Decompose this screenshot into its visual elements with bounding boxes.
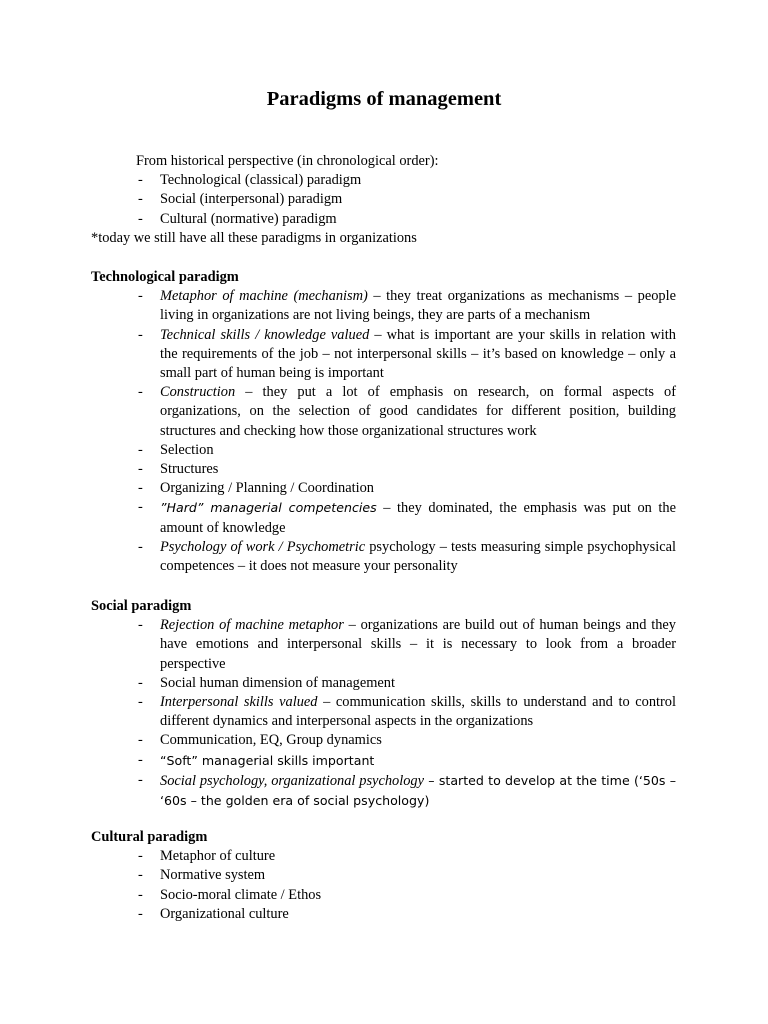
dash-bullet: - xyxy=(138,771,143,788)
section-list xyxy=(91,616,676,811)
dash-bullet: - xyxy=(138,172,143,189)
dash-bullet: - xyxy=(138,191,143,208)
item-emphasis: Interpersonal skills valued xyxy=(160,694,318,710)
list-item xyxy=(91,886,676,905)
item-emphasis: Technical skills / knowledge valued xyxy=(160,326,370,343)
section-heading: Social paradigm xyxy=(91,598,192,614)
dash-bullet: - xyxy=(138,288,143,305)
list-item xyxy=(91,190,681,209)
dash-bullet: - xyxy=(138,694,143,710)
item-text: – they treat organizations as mechanisms – people living in organizations are not living beings, they are parts of a mechanism xyxy=(160,288,676,324)
item-text: Organizing / Planning / Coordination xyxy=(160,480,374,497)
dash-bullet: - xyxy=(138,886,143,903)
section-list xyxy=(91,287,676,576)
list-item xyxy=(91,441,676,460)
section-social xyxy=(91,597,676,811)
intro-lead: From historical perspective (in chronological order): xyxy=(136,153,439,169)
list-item xyxy=(91,383,676,441)
dash-bullet: - xyxy=(138,480,143,497)
item-text: – communication skills, skills to understand and to control different dynamics and interpersonal aspects in the organizations xyxy=(160,694,676,730)
list-item xyxy=(91,498,676,537)
list-item xyxy=(91,210,681,229)
item-text: Communication, EQ, Group dynamics xyxy=(160,732,382,749)
item-emphasis: Metaphor of machine (mechanism) xyxy=(160,288,368,305)
list-item xyxy=(91,460,676,479)
item-text: – they dominated, the emphasis was put on the amount of knowledge xyxy=(160,500,676,536)
dash-bullet: - xyxy=(138,848,143,865)
dash-bullet: - xyxy=(138,326,143,343)
page-title: Paradigms of management xyxy=(266,88,502,110)
intro-list xyxy=(91,171,681,229)
section-heading: Cultural paradigm xyxy=(91,829,208,845)
intro-note: *today we still have all these paradigms in organizations xyxy=(91,229,417,246)
item-text: – they put a lot of emphasis on research, on formal aspects of organizations, on the selection of good candidates for different position, building structures and checking how those organizational structures work xyxy=(160,384,676,439)
list-item-text: Technological (classical) paradigm xyxy=(160,172,362,189)
dash-bullet: - xyxy=(138,751,143,768)
list-item xyxy=(91,538,676,576)
dash-bullet: - xyxy=(138,674,143,691)
list-item xyxy=(91,674,676,693)
item-text: Structures xyxy=(160,461,219,478)
item-text: – organizations are build out of human beings and they have emotions and interpersonal skills – it is necessary to look from a broader perspective xyxy=(160,617,676,672)
item-emphasis: Psychology of work / Psychometric xyxy=(160,538,366,555)
item-text: “Soft” managerial skills important xyxy=(160,752,375,768)
dash-bullet: - xyxy=(138,617,143,634)
intro-block xyxy=(91,152,681,248)
item-text: – what is important are your skills in relation with the requirements of the job – not interpersonal skills – it’s based on knowledge – only a small part of human being is important xyxy=(160,326,676,381)
section-cultural xyxy=(91,828,676,924)
item-text: Normative system xyxy=(160,867,266,884)
dash-bullet: - xyxy=(138,210,143,227)
item-emphasis: Social psychology, organizational psychology xyxy=(160,772,425,789)
list-item xyxy=(91,847,676,866)
section-technological xyxy=(91,268,676,576)
list-item xyxy=(91,616,676,674)
item-text: Organizational culture xyxy=(160,905,289,922)
dash-bullet: - xyxy=(138,732,143,749)
list-item-text: Cultural (normative) paradigm xyxy=(160,210,337,227)
list-item xyxy=(91,771,676,811)
list-item xyxy=(91,326,676,384)
list-item xyxy=(91,731,676,750)
section-heading: Technological paradigm xyxy=(91,269,239,285)
dash-bullet: - xyxy=(138,499,143,516)
list-item xyxy=(91,287,676,325)
list-item xyxy=(91,171,681,190)
item-emphasis: ”Hard” managerial competencies xyxy=(160,500,377,516)
dash-bullet: - xyxy=(138,867,143,884)
list-item xyxy=(91,866,676,885)
dash-bullet: - xyxy=(138,538,143,555)
list-item-text: Social (interpersonal) paradigm xyxy=(160,191,343,208)
list-item xyxy=(91,751,676,771)
item-text: Social human dimension of management xyxy=(160,674,395,691)
list-item xyxy=(91,479,676,498)
item-emphasis: Construction xyxy=(160,384,236,401)
dash-bullet: - xyxy=(138,461,143,478)
item-text: Socio-moral climate / Ethos xyxy=(160,886,322,903)
item-text: psychology – tests measuring simple psychophysical competences – it does not measure your personality xyxy=(160,538,677,575)
dash-bullet: - xyxy=(138,441,143,458)
section-list xyxy=(91,847,676,924)
list-item xyxy=(91,693,676,731)
item-text: Selection xyxy=(160,441,214,458)
list-item xyxy=(91,905,676,924)
item-text: – started to develop at the time (‘50s – ‘60s – the golden era of social psychology) xyxy=(160,772,677,809)
dash-bullet: - xyxy=(138,384,143,401)
item-emphasis: Rejection of machine metaphor xyxy=(160,617,344,634)
item-text: Metaphor of culture xyxy=(160,848,276,865)
dash-bullet: - xyxy=(138,905,143,922)
